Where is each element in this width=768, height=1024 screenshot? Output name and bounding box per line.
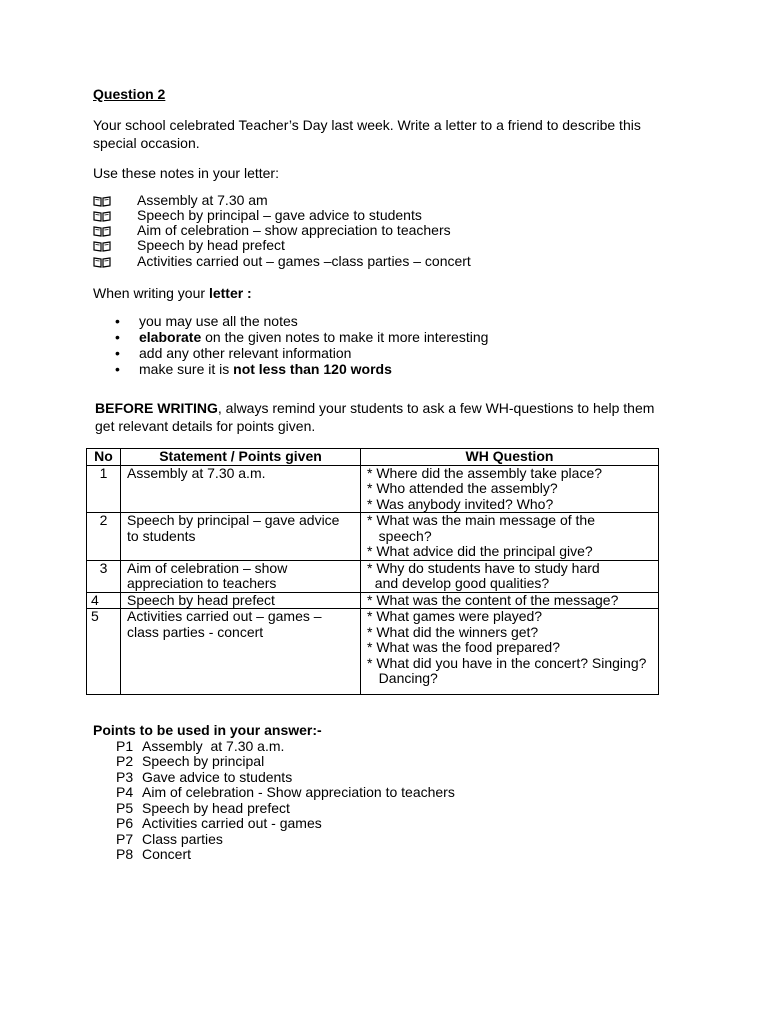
notes-intro: Use these notes in your letter: bbox=[93, 165, 279, 181]
table-row: 5 Activities carried out – games – class parties - concert * What games were played? * What did the winners get? * What was the food prepared? * What did you have in the concert? Singing? Dancing? bbox=[87, 609, 659, 695]
table-row: 1 Assembly at 7.30 a.m. * Where did the assembly take place? * Who attended the assembly? * Was anybody invited? Who? bbox=[87, 465, 659, 513]
note-item: Speech by principal – gave advice to students bbox=[93, 208, 422, 223]
point-item: P5 Speech by head prefect bbox=[116, 799, 290, 816]
writing-instruction: When writing your letter : bbox=[93, 285, 252, 301]
open-book-icon bbox=[93, 257, 111, 268]
point-item: P6 Activities carried out - games bbox=[116, 815, 322, 831]
bullet-dot: • bbox=[115, 313, 120, 329]
point-item: P7 Class parties bbox=[116, 830, 223, 847]
bullet-item: • add any other relevant information bbox=[115, 345, 352, 361]
question-heading: Question 2 bbox=[93, 86, 166, 102]
open-book-icon bbox=[93, 226, 111, 237]
wh-question-table bbox=[86, 448, 659, 695]
note-item: Speech by head prefect bbox=[93, 238, 285, 253]
bullet-dot: • bbox=[115, 361, 120, 377]
header-no: No bbox=[87, 449, 121, 466]
table-row: 2 Speech by principal – gave advice to students * What was the main message of the speech? * What advice did the principal give? bbox=[87, 513, 659, 561]
points-heading: Points to be used in your answer:- bbox=[93, 722, 322, 738]
open-book-icon bbox=[93, 196, 111, 207]
before-writing-note: BEFORE WRITING, always remind your students to ask a few WH-questions to help them get relevant details for points given. bbox=[95, 400, 655, 434]
bullet-dot: • bbox=[115, 329, 120, 345]
bullet-item: • you may use all the notes bbox=[115, 313, 298, 329]
table-header-row bbox=[87, 449, 659, 466]
open-book-icon bbox=[93, 211, 111, 222]
point-item: P1 Assembly at 7.30 a.m. bbox=[116, 737, 285, 754]
note-item: Assembly at 7.30 am bbox=[93, 193, 268, 208]
bullet-item: • make sure it is not less than 120 words bbox=[115, 361, 392, 377]
note-item: Activities carried out – games –class parties – concert bbox=[93, 254, 471, 269]
point-item: P2 Speech by principal bbox=[116, 753, 265, 769]
header-statement: Statement / Points given bbox=[121, 449, 361, 466]
table-row: 3 Aim of celebration – show appreciation to teachers * Why do students have to study hard and develop good qualities? bbox=[87, 560, 659, 592]
point-item: P4 Aim of celebration - Show appreciation to teachers bbox=[116, 784, 455, 800]
note-item: Aim of celebration – show appreciation to teachers bbox=[93, 223, 451, 238]
point-item: P3 Gave advice to students bbox=[116, 768, 293, 785]
table-row: 4 Speech by head prefect * What was the content of the message? bbox=[87, 592, 659, 609]
points-section bbox=[93, 723, 455, 863]
header-wh-question: WH Question bbox=[361, 449, 659, 466]
bullet-dot: • bbox=[115, 345, 120, 361]
bullet-item: • elaborate on the given notes to make it more interesting bbox=[115, 329, 489, 345]
question-intro: Your school celebrated Teacher’s Day last week. Write a letter to a friend to describe this special occasion. bbox=[93, 117, 641, 151]
open-book-icon bbox=[93, 241, 111, 252]
point-item: P8 Concert bbox=[116, 846, 192, 862]
